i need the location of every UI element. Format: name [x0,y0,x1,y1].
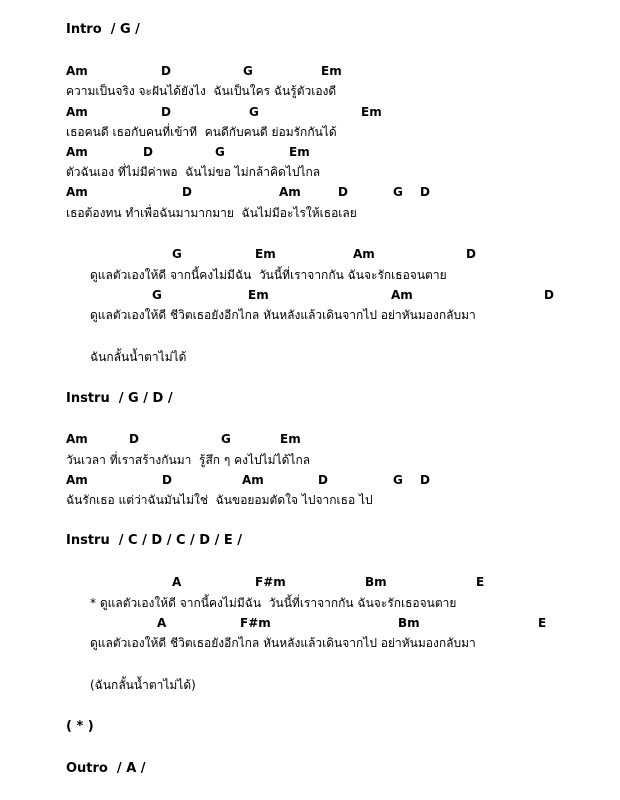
instru-label: Instru / C / D / C / D / E / [66,533,243,548]
chord: Am [242,473,264,487]
chord: D [318,473,328,487]
lyric-line: (ฉันกลั้นน้ำตาไม่ได้) [90,678,196,692]
chord: D [420,473,430,487]
chord: A [157,616,167,630]
chord: G [172,247,182,261]
lyric-line: ดูแลตัวเองให้ดี ชีวิตเธอยังอีกไกล หันหลังแล้วเดินจากไป อย่าหันมองกลับมา [90,636,476,650]
lyric-line: เธอคนดี เธอกับคนที่เข้าที คนดีกับคนดี ย่อมรักกันได้ [66,125,337,139]
chord: G [393,185,403,199]
chord: G [152,288,162,302]
instru-label: Instru / G / D / [66,391,173,406]
chord: G [249,105,259,119]
lyric-line: * ดูแลตัวเองให้ดี จากนี้คงไม่มีฉัน วันนี้ที่เราจากกัน ฉันจะรักเธอจนตาย [90,596,457,610]
chord: D [544,288,554,302]
lyric-line: เธอต้องทน ทำเพื่อฉันมามากมาย ฉันไม่มีอะไรให้เธอเลย [66,206,357,220]
chord: Em [321,64,342,78]
chord: Am [66,64,88,78]
chord: G [215,145,225,159]
chord: E [538,616,547,630]
chord: Am [66,105,88,119]
chord: D [129,432,139,446]
chord: Em [255,247,276,261]
chord: D [143,145,153,159]
lyric-line: ดูแลตัวเองให้ดี ชีวิตเธอยังอีกไกล หันหลังแล้วเดินจากไป อย่าหันมองกลับมา [90,308,476,322]
chord: Am [66,432,88,446]
chord: D [338,185,348,199]
chord: Am [391,288,413,302]
chord: G [393,473,403,487]
chord: Am [279,185,301,199]
chord: D [161,64,171,78]
chord: Am [66,145,88,159]
chord: Em [361,105,382,119]
chord: Bm [398,616,420,630]
lyric-line: ฉันกลั้นน้ำตาไม่ได้ [90,350,187,364]
chord: D [162,473,172,487]
chord: D [420,185,430,199]
lyric-line: ดูแลตัวเองให้ดี จากนี้คงไม่มีฉัน วันนี้ที่เราจากกัน ฉันจะรักเธอจนตาย [90,268,447,282]
lyric-line: ตัวฉันเอง ที่ไม่มีค่าพอ ฉันไม่ขอ ไม่กล้าคิดไปไกล [66,165,321,179]
intro-label: Intro / G / [66,22,140,37]
chord: G [221,432,231,446]
chord: F#m [255,575,286,589]
chord: Am [66,473,88,487]
chord: E [476,575,485,589]
repeat-marker: ( * ) [66,719,94,734]
lyric-line: วันเวลา ที่เราสร้างกันมา รู้สึก ๆ คงไปไม่ได้ไกล [66,453,311,467]
chord: F#m [240,616,271,630]
chord: Bm [365,575,387,589]
chord: G [243,64,253,78]
chord: Em [248,288,269,302]
chord: Em [280,432,301,446]
chord: A [172,575,182,589]
outro-label: Outro / A / [66,761,146,776]
chord: Am [66,185,88,199]
chord: D [182,185,192,199]
chord: D [466,247,476,261]
lyric-line: ความเป็นจริง จะฝันได้ยังไง ฉันเป็นใคร ฉันรู้ตัวเองดี [66,84,337,98]
chord: Am [353,247,375,261]
lyric-line: ฉันรักเธอ แต่ว่าฉันมันไม่ใช่ ฉันขอยอมตัดใจ ไปจากเธอ ไป [66,493,373,507]
chord: D [161,105,171,119]
chord: Em [289,145,310,159]
